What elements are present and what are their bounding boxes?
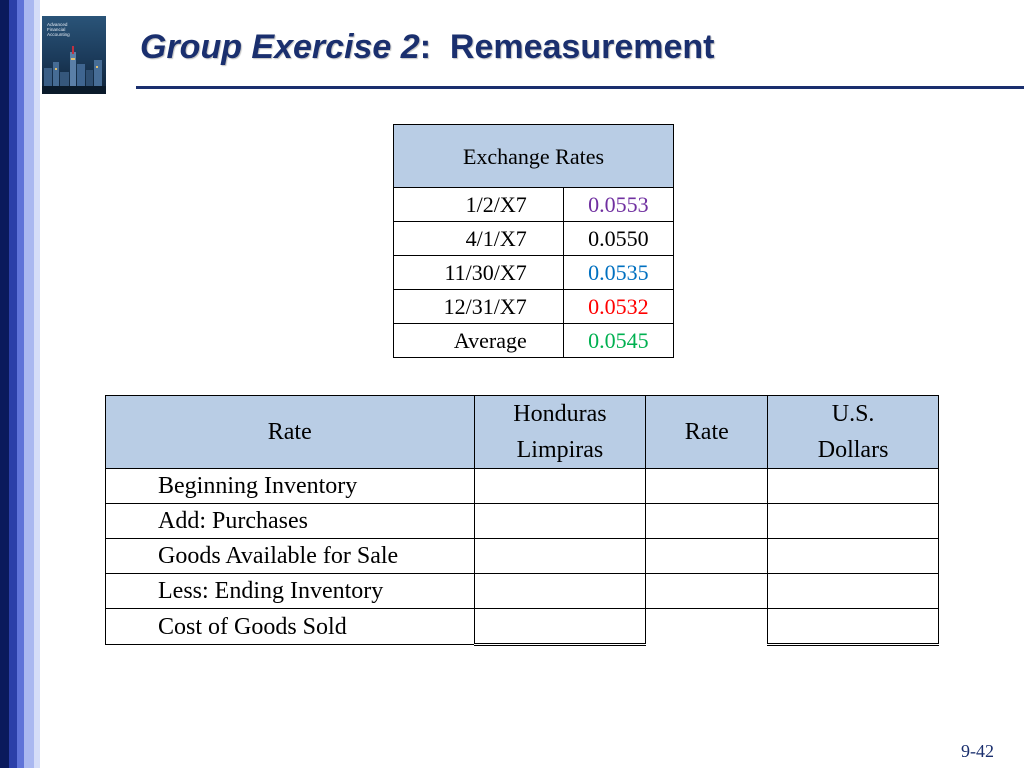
- header-rate: Rate: [646, 396, 768, 469]
- rate-cell: [646, 469, 768, 504]
- lempiras-cell: [474, 469, 646, 504]
- book-cover-thumbnail: [42, 16, 106, 94]
- rate-cell: [646, 504, 768, 539]
- header-usd-line2: Dollars: [817, 437, 889, 463]
- rate-cell: [646, 574, 768, 609]
- exchange-rate-row: [394, 256, 674, 290]
- cover-title-line-2: Financial: [47, 27, 66, 33]
- usd-cell: [768, 504, 939, 539]
- title-italic-part: Group Exercise 2: [140, 28, 420, 66]
- rate-value: 0.0545: [563, 324, 673, 358]
- remeasurement-header-row: [106, 396, 939, 469]
- left-stripe-3: [17, 0, 24, 768]
- remeasurement-row: [106, 469, 939, 504]
- remeasurement-table: [105, 395, 939, 646]
- lempiras-cell: [474, 574, 646, 609]
- header-honduras-limpiras: [474, 396, 646, 469]
- title-rest: Remeasurement: [449, 28, 715, 66]
- exchange-rates-header-row: [394, 125, 674, 188]
- left-stripe-4: [24, 0, 34, 768]
- usd-cell: [768, 609, 939, 645]
- header-lempiras-line2: Limpiras: [516, 437, 604, 463]
- rate-value: 0.0532: [563, 290, 673, 324]
- exchange-rate-row: [394, 222, 674, 256]
- rate-cell: [646, 539, 768, 574]
- page-number: 9-42: [961, 741, 994, 761]
- lempiras-cell: [474, 609, 646, 645]
- slide-title: [140, 28, 714, 67]
- row-label: Cost of Goods Sold: [106, 609, 475, 645]
- left-stripe-2: [9, 0, 17, 768]
- rate-date: 11/30/X7: [394, 256, 564, 290]
- lempiras-cell: [474, 539, 646, 574]
- rate-value: 0.0553: [563, 188, 673, 222]
- left-stripe-1: [0, 0, 9, 768]
- header-lempiras-line1: Honduras: [513, 401, 607, 427]
- header-us-dollars: [768, 396, 939, 469]
- cover-title-line-3: Accounting: [47, 32, 70, 38]
- exchange-rates-header: Exchange Rates: [394, 125, 674, 188]
- usd-cell: [768, 574, 939, 609]
- cover-title: [47, 22, 87, 38]
- row-label: Less: Ending Inventory: [106, 574, 475, 609]
- rate-value: 0.0550: [563, 222, 673, 256]
- remeasurement-row: [106, 539, 939, 574]
- left-stripe-5: [34, 0, 40, 768]
- rate-value: 0.0535: [563, 256, 673, 290]
- lempiras-cell: [474, 504, 646, 539]
- row-label: Add: Purchases: [106, 504, 475, 539]
- header-rate-label: Rate: [106, 396, 475, 469]
- exchange-rate-row: [394, 188, 674, 222]
- remeasurement-row: [106, 504, 939, 539]
- rate-date: 1/2/X7: [394, 188, 564, 222]
- cover-footer: [42, 86, 106, 94]
- remeasurement-row: [106, 609, 939, 645]
- rate-date: 12/31/X7: [394, 290, 564, 324]
- rate-date: Average: [394, 324, 564, 358]
- usd-cell: [768, 539, 939, 574]
- title-underline: [136, 86, 1024, 89]
- cover-title-line-1: Advanced: [47, 22, 68, 27]
- rate-date: 4/1/X7: [394, 222, 564, 256]
- rate-cell: [646, 609, 768, 645]
- header-usd-line1: U.S.: [831, 401, 875, 427]
- row-label: Beginning Inventory: [106, 469, 475, 504]
- remeasurement-row: [106, 574, 939, 609]
- exchange-rates-table: [393, 124, 674, 358]
- exchange-rate-row: [394, 324, 674, 358]
- title-colon: :: [419, 28, 432, 66]
- exchange-rate-row: [394, 290, 674, 324]
- skyline-graphic: [42, 46, 106, 86]
- usd-cell: [768, 469, 939, 504]
- row-label: Goods Available for Sale: [106, 539, 475, 574]
